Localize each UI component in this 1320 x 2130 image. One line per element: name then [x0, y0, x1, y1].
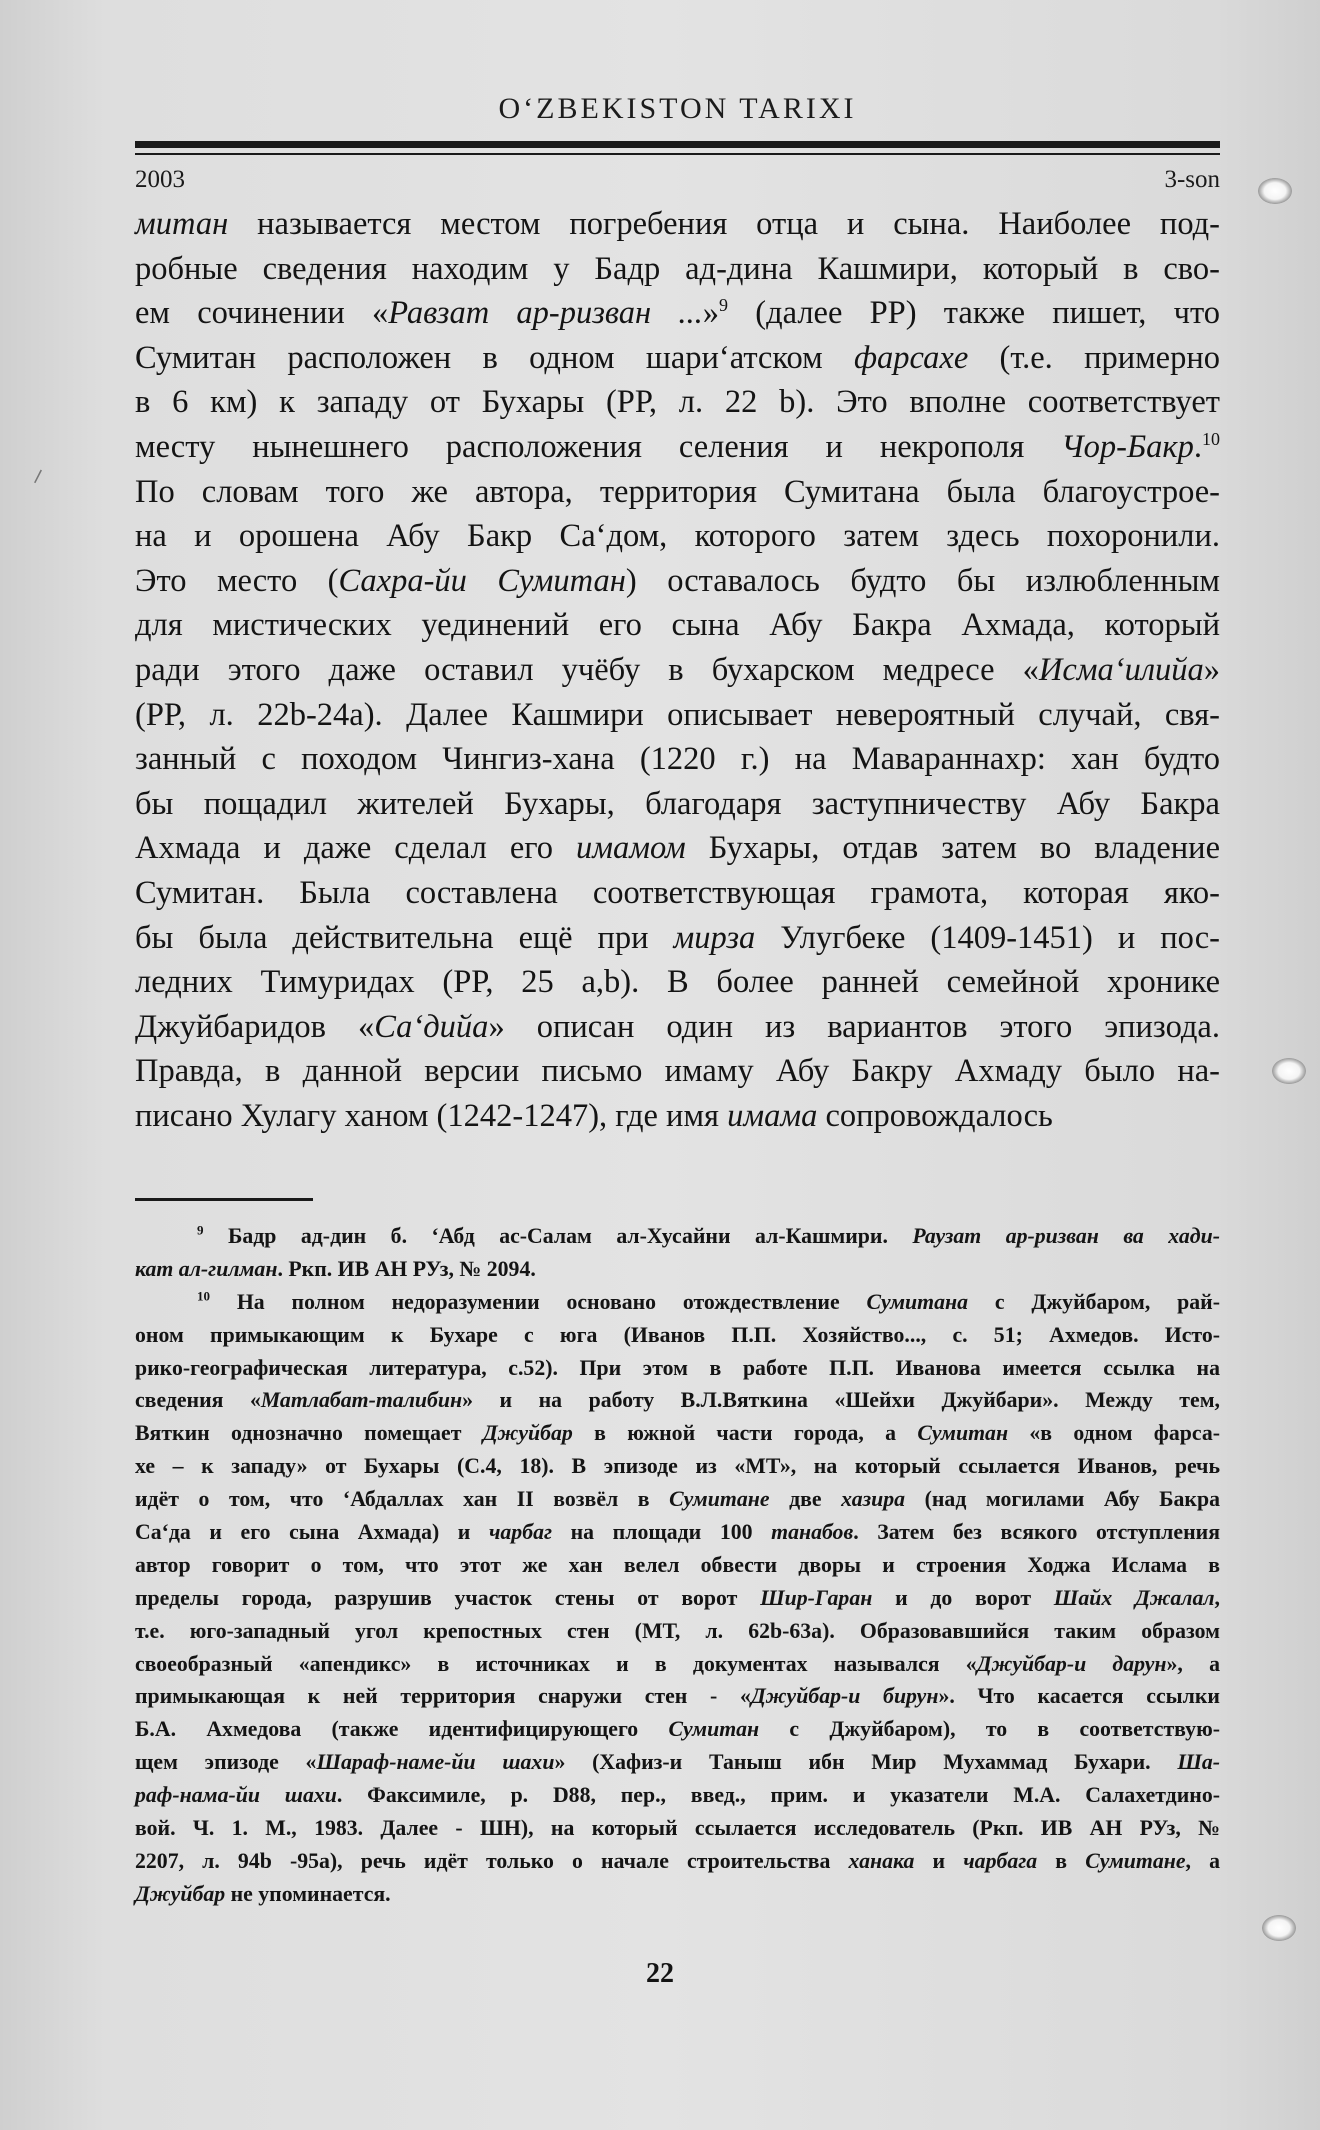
text-run: Бухары, отдав затем во владение [685, 830, 1221, 867]
year-label: 2003 [135, 166, 185, 193]
text-run: бы пощадил жителей Бухары, благодаря заступничеству Абу Бакра [135, 785, 1220, 822]
italic-term: ханака [848, 1848, 915, 1873]
text-run: бы была действительна ещё при [135, 919, 674, 956]
text-run: для мистических уединений его сына Абу Бакра Ахмада, который [135, 607, 1220, 644]
body-line [135, 1005, 1220, 1050]
italic-term: чарбага [963, 1848, 1038, 1873]
footnote-line [135, 1582, 1220, 1615]
italic-term: Са‘дийа [374, 1008, 489, 1045]
text-run: ем сочинении « [135, 295, 389, 332]
footnote-line [135, 1680, 1220, 1713]
italic-term: Чор-Бакр [1061, 428, 1194, 465]
text-run: По словам того же автора, территория Сумитана была благоустрое- [135, 473, 1220, 510]
text-run: вой. Ч. 1. М., 1983. Далее - ШН), на который ссылается исследователь (Ркп. ИВ АН РУз, № [135, 1816, 1220, 1841]
footnote-line [135, 1516, 1220, 1549]
italic-term: мирза [673, 919, 756, 956]
italic-term: хазира [841, 1487, 906, 1512]
footnote-line [135, 1220, 1220, 1253]
body-line [135, 247, 1220, 292]
body-line [135, 782, 1220, 827]
text-run: » (Хафиз-и Таныш ибн Мир Мухаммад Бухари. [554, 1750, 1178, 1775]
text-run: ледних Тимуридах (РР, 25 a,b). В более ранней семейной хронике [135, 964, 1220, 1001]
text-run: (т.е. примерно [968, 339, 1221, 376]
body-line [135, 1049, 1220, 1094]
text-run: Это место ( [135, 562, 339, 599]
body-line [135, 871, 1220, 916]
italic-term: Шайх Джалал [1053, 1585, 1215, 1610]
italic-term: Сахра-йи Сумитан [338, 562, 626, 599]
body-line [135, 1094, 1220, 1139]
italic-term: Джуйбар [482, 1421, 573, 1446]
body-line [135, 291, 1220, 336]
text-run: на площади 100 [552, 1520, 772, 1545]
footnote-ref: 9 [197, 1222, 204, 1238]
text-run: » описан один из вариантов этого эпизода. [488, 1008, 1220, 1045]
text-run: Са‘да и его сына Ахмада) и [135, 1520, 489, 1545]
footnote-line [135, 1812, 1220, 1845]
text-run: пределы города, разрушив участок стены от ворот [135, 1585, 761, 1610]
text-run: , [1214, 1585, 1220, 1610]
text-run: в 6 км) к западу от Бухары (РР, л. 22 b). Это вполне соответствует [135, 384, 1220, 421]
footnote-line [135, 1253, 1220, 1286]
text-run: писано Хулагу ханом (1242-1247), где имя [135, 1097, 728, 1134]
italic-term: Матлабат-талибин [260, 1388, 463, 1413]
italic-term: танабов [771, 1520, 854, 1545]
body-line [135, 826, 1220, 871]
italic-term: имамом [576, 830, 686, 867]
text-run: Джуйбаридов « [135, 1008, 375, 1045]
body-line [135, 559, 1220, 604]
text-run: (РР, л. 22b-24a). Далее Кашмири описывает невероятный случай, свя- [135, 696, 1220, 733]
footnote-separator [135, 1198, 313, 1201]
body-line [135, 960, 1220, 1005]
text-run: т.е. юго-западный угол крепостных стен (МТ, л. 62b-63a). Образовавшийся таким образом [135, 1618, 1220, 1643]
binding-hole [1262, 1915, 1296, 1941]
text-run: ». Что касается ссылки [938, 1684, 1220, 1709]
text-run: Ахмада и даже сделал его [135, 830, 577, 867]
text-run: и до ворот [872, 1585, 1054, 1610]
body-line [135, 916, 1220, 961]
italic-term: Исма‘илийа [1038, 651, 1204, 688]
footnote-line [135, 1845, 1220, 1878]
text-run: своеобразный «апендикс» в источниках и в документах назывался « [135, 1651, 977, 1676]
italic-term: Джуйбар-и бирун [750, 1684, 939, 1709]
italic-term: раф-нама-йи шахи [135, 1783, 337, 1808]
footnote-line [135, 1319, 1220, 1352]
footnote-line [135, 1450, 1220, 1483]
text-run: », а [1166, 1651, 1220, 1676]
body-line [135, 514, 1220, 559]
text-run: (над могилами Абу Бакра [905, 1487, 1220, 1512]
issue-label: 3-son [1164, 166, 1220, 193]
footnote-ref: 10 [197, 1288, 210, 1304]
text-run: с Джуйбаром, рай- [968, 1289, 1220, 1314]
text-run: . [1193, 428, 1202, 465]
italic-term: Раузат ар-ризван ва хади- [912, 1224, 1220, 1248]
body-line [135, 470, 1220, 515]
body-line [135, 380, 1220, 425]
text-run: Сумитан. Была составлена соответствующая грамота, которая яко- [135, 874, 1220, 911]
footnote-ref: 9 [719, 295, 729, 316]
text-run: и [914, 1848, 964, 1873]
text-run: Вяткин однозначно помещает [135, 1421, 483, 1446]
text-run: примыкающая к ней территория снаружи стен - « [135, 1684, 751, 1709]
footnote-line [135, 1746, 1220, 1779]
footnote-ref: 10 [1202, 429, 1220, 450]
italic-term: кат ал-гилман [135, 1256, 278, 1281]
italic-term: фарсахе [853, 339, 969, 376]
footnote-line [135, 1384, 1220, 1417]
header-rule-thick [135, 141, 1220, 148]
text-run: автор говорит о том, что этот же хан велел обвести дворы и строения Ходжа Ислама в [135, 1552, 1220, 1577]
body-line [135, 336, 1220, 381]
italic-term: Сумитан [917, 1421, 1009, 1446]
page-number: 22 [646, 1958, 674, 1989]
main-text [135, 202, 1220, 1138]
text-run: Сумитан расположен в одном шари‘атском [135, 339, 854, 376]
footnote-line [135, 1417, 1220, 1450]
footnote-line [135, 1779, 1220, 1812]
text-run: щем эпизоде « [135, 1750, 317, 1775]
footnote-line [135, 1483, 1220, 1516]
footnote-line [135, 1549, 1220, 1582]
text-run: называется местом погребения отца и сына. Наиболее под- [228, 206, 1220, 242]
italic-term: Равзат ар-ризван ... [388, 295, 703, 332]
body-line [135, 648, 1220, 693]
body-line [135, 603, 1220, 648]
italic-term: Сумитан [668, 1717, 760, 1742]
text-run: на и орошена Абу Бакр Са‘дом, которого затем здесь похоронили. [135, 518, 1220, 555]
italic-term: Сумитане [669, 1487, 770, 1512]
italic-term: чарбаг [488, 1520, 553, 1545]
text-run: с Джуйбаром), то в соответствую- [759, 1717, 1220, 1742]
italic-term: Джуйбар-и дарун [976, 1651, 1167, 1676]
italic-term: Сумитане [1085, 1848, 1186, 1873]
pencil-mark: ⸝ [23, 452, 49, 489]
text-run: Улугбеке (1409-1451) и пос- [755, 919, 1220, 956]
footnote-line [135, 1615, 1220, 1648]
journal-title: O‘ZBEKISTON TARIXI [498, 92, 857, 125]
text-run: идёт о том, что ‘Абдаллах хан II возвёл в [135, 1487, 670, 1512]
italic-term: Джуйбар [135, 1881, 226, 1906]
text-run: в [1037, 1848, 1086, 1873]
text-run: ради этого даже оставил учёбу в бухарском медресе « [135, 651, 1039, 688]
text-run: 2207, л. 94b -95a), речь идёт только о начале строительства [135, 1848, 849, 1873]
text-run: » [702, 295, 720, 332]
text-run: Б.А. Ахмедова (также идентифицирующего [135, 1717, 669, 1742]
footnote-line [135, 1286, 1220, 1319]
text-run: робные сведения находим у Бадр ад-дина Кашмири, который в сво- [135, 250, 1220, 287]
text-run: хе – к западу» от Бухары (С.4, 18). В эпизоде из «МТ», на который ссылается Иванов, речь [135, 1454, 1220, 1479]
footnotes [135, 1220, 1220, 1911]
body-line [135, 737, 1220, 782]
footnote-line [135, 1352, 1220, 1385]
binding-hole [1272, 1058, 1306, 1084]
footnote-line [135, 1648, 1220, 1681]
text-run: занный с походом Чингиз-хана (1220 г.) на Мавараннахр: хан будто [135, 741, 1220, 778]
text-run: . Ркп. ИВ АН РУз, № 2094. [277, 1256, 536, 1281]
text-run: . Затем без всякого отступления [853, 1520, 1220, 1545]
body-line [135, 202, 1220, 247]
text-run: месту нынешнего расположения селения и некрополя [135, 428, 1062, 465]
text-run: . Факсимиле, р. D88, пер., введ., прим. и указатели М.А. Салахетдино- [336, 1783, 1220, 1808]
text-run: в южной части города, а [572, 1421, 918, 1446]
text-run: две [769, 1487, 842, 1512]
text-run: оном примыкающим к Бухаре с юга (Иванов П.П. Хозяйство..., с. 51; Ахмедов. Исто- [135, 1322, 1220, 1347]
text-run: » и на работу В.Л.Вяткина «Шейхи Джуйбари». Между тем, [462, 1388, 1220, 1413]
text-run: (далее РР) также пишет, что [728, 295, 1220, 332]
italic-term: Сумитана [866, 1289, 969, 1314]
footnote-line [135, 1878, 1220, 1911]
header-rule-thin [135, 153, 1220, 155]
text-run: Бадр ад-дин б. ‘Абд ас-Салам ал-Хусайни ал-Кашмири. [203, 1224, 913, 1248]
text-run: не упоминается. [225, 1881, 391, 1906]
italic-term: Шараф-наме-йи шахи [316, 1750, 555, 1775]
text-run: ) оставалось будто бы излюбленным [625, 562, 1221, 599]
text-run: рико-географическая литература, с.52). При этом в работе П.П. Иванова имеется ссылка на [135, 1355, 1220, 1380]
italic-term: имама [727, 1097, 818, 1134]
italic-term: Ша- [1177, 1750, 1221, 1775]
text-run: «в одном фарса- [1008, 1421, 1221, 1446]
binding-hole [1258, 178, 1292, 204]
text-run: сопровождалось [817, 1097, 1053, 1134]
footnote-line [135, 1713, 1220, 1746]
body-line [135, 425, 1220, 470]
italic-term: Шир-Гаран [760, 1585, 873, 1610]
body-line [135, 693, 1220, 738]
text-run: На полном недоразумении основано отождествление [210, 1289, 867, 1314]
italic-term: митан [135, 206, 229, 242]
text-run: , а [1185, 1848, 1220, 1873]
text-run: » [1203, 651, 1220, 688]
text-run: сведения « [135, 1388, 261, 1413]
text-run: Правда, в данной версии письмо имаму Абу Бакру Ахмаду было на- [135, 1053, 1220, 1090]
